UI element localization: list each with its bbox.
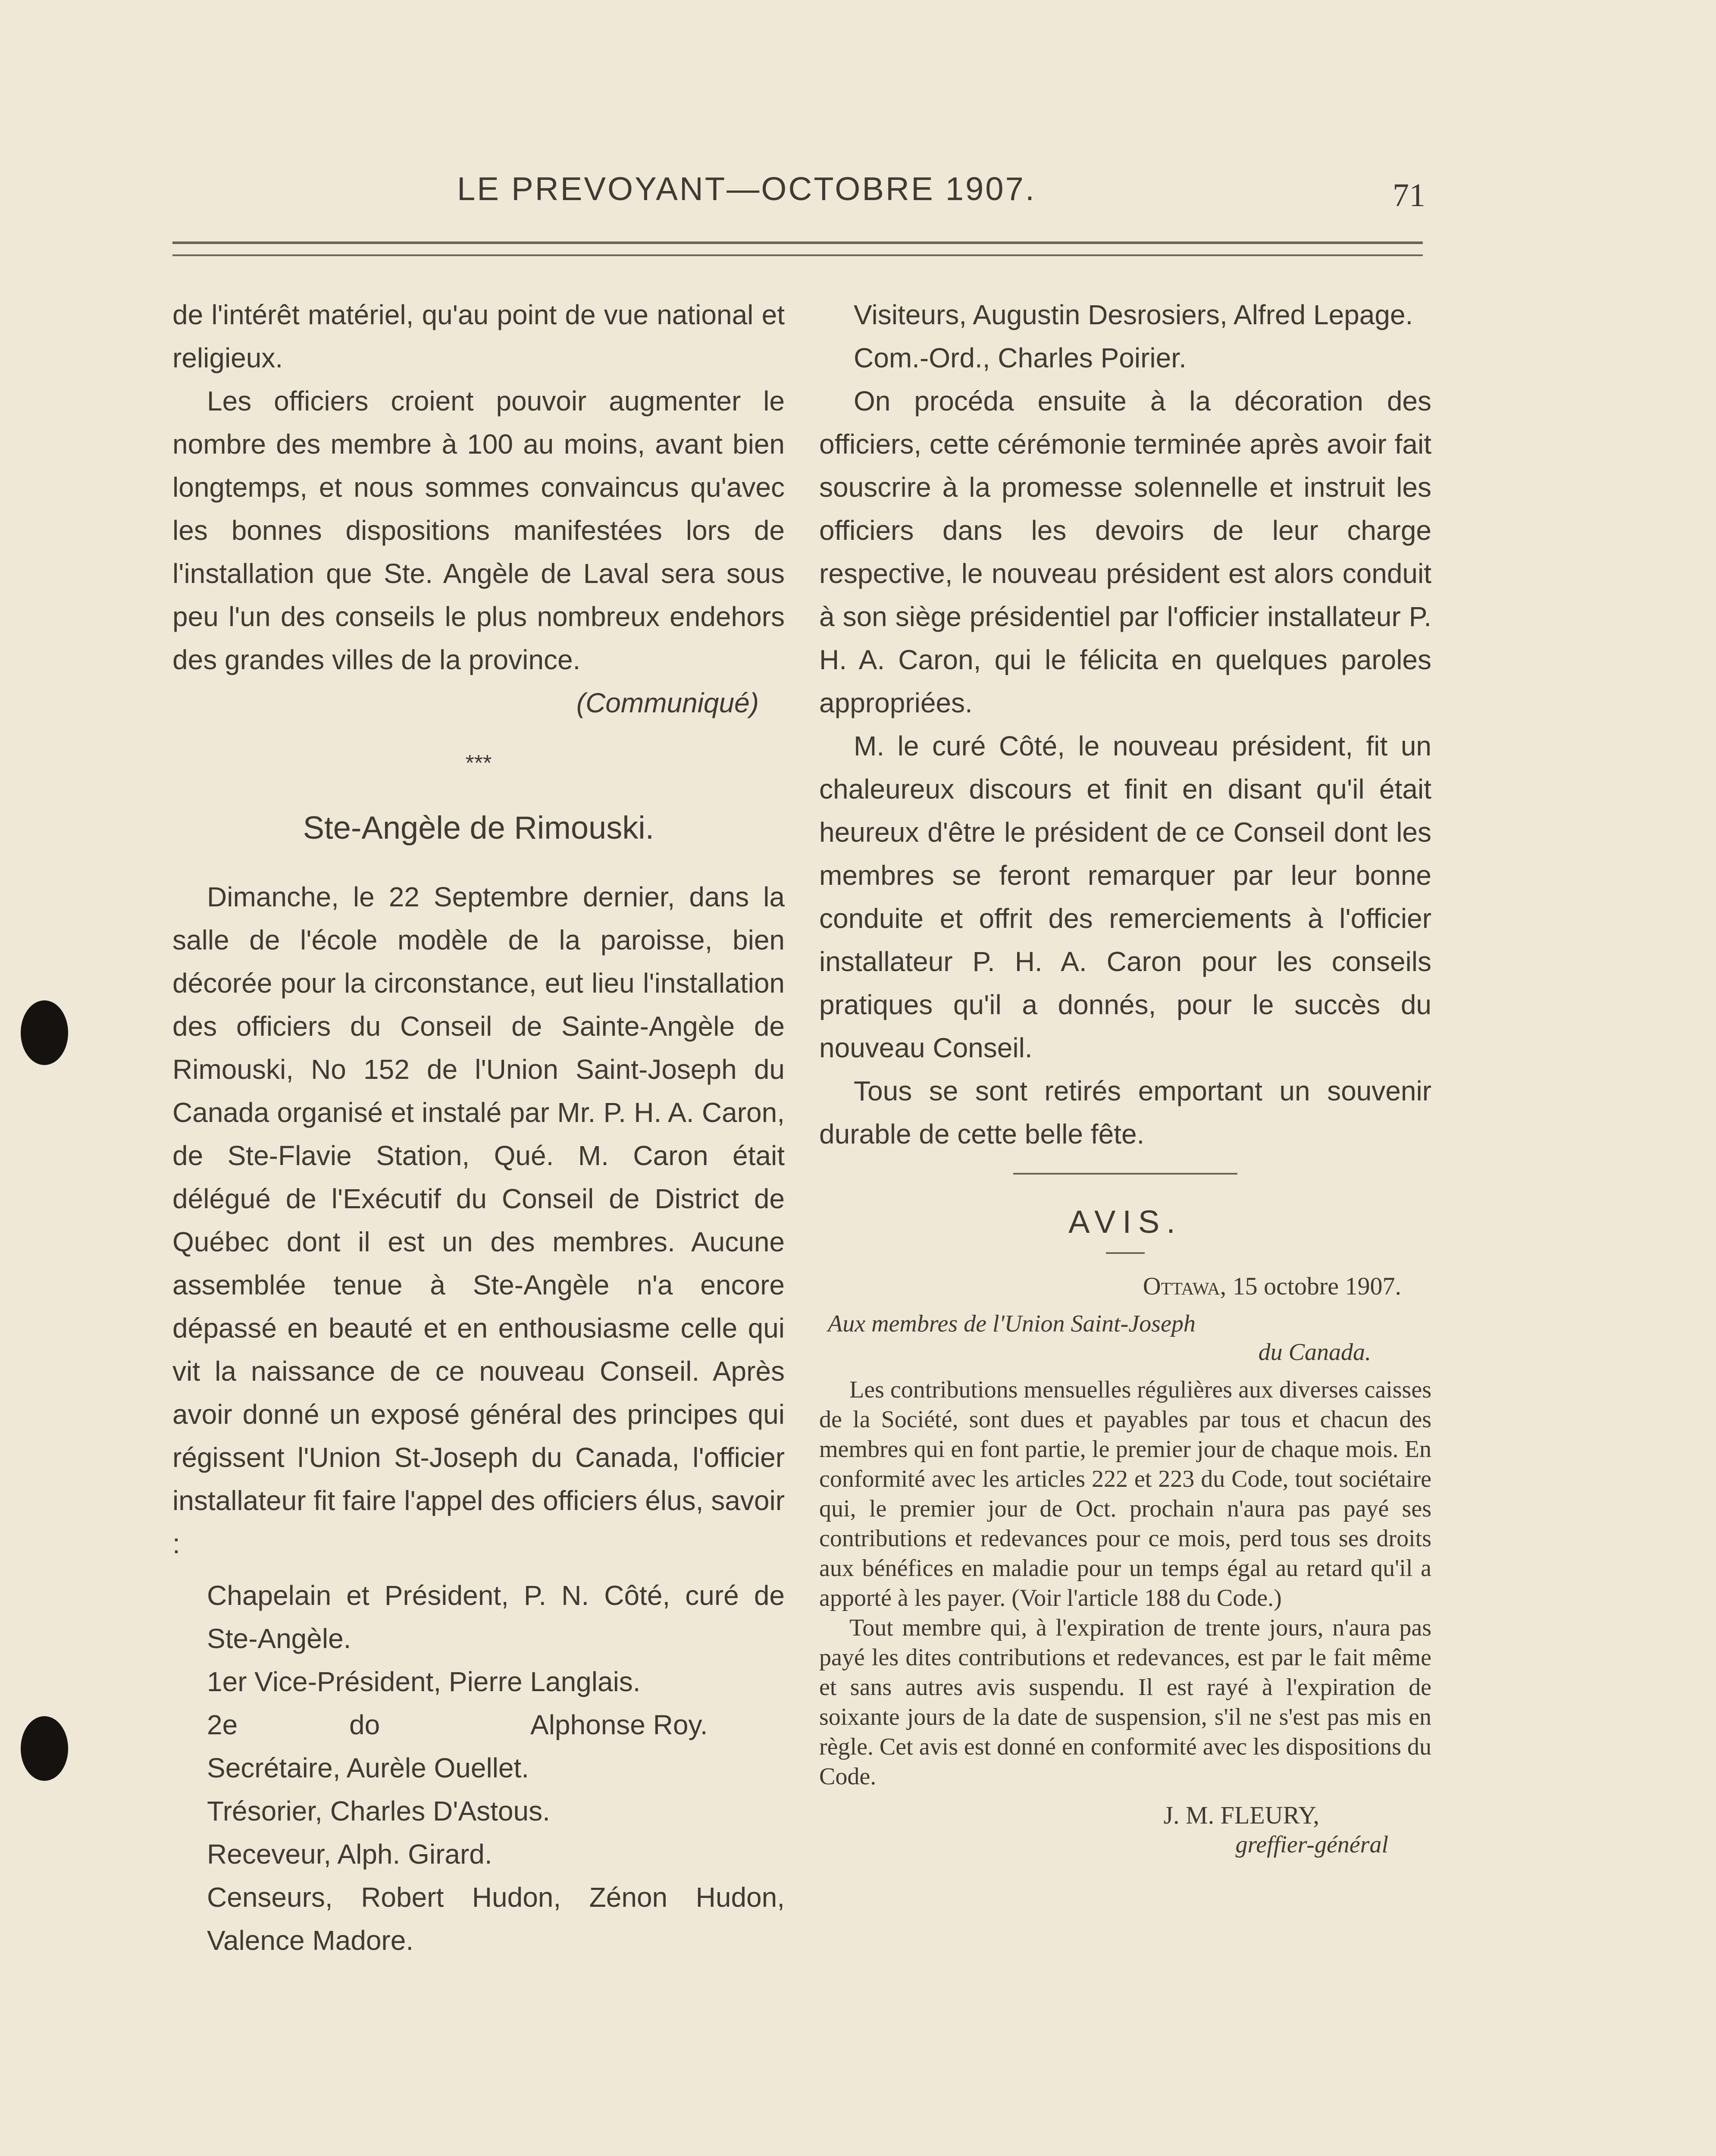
officer-name: Alphonse Roy.	[530, 1709, 708, 1740]
notice-dateline	[819, 1271, 1431, 1301]
notice-paragraph: Les contributions mensuelles régulières aux diverses caisses de la Société, sont dues et payables par tous et chacun des membres qui en font partie, le premier jour de chaque mois. En conformité avec les articles 222 et 223 du Code, tout sociétaire qui, le premier jour de Oct. prochain n'aura pas payé ses contributions et redevances pour ce mois, perd tous ses droits aux bénéfices en maladie pour un temps égal au retard qu'il a apporté à les payer. (Voir l'article 188 du Code.)	[819, 1376, 1431, 1611]
notice	[819, 1271, 1431, 1860]
running-title: LE PREVOYANT—OCTOBRE 1907.	[457, 171, 1036, 207]
notice-paragraph: Tout membre qui, à l'expiration de trente jours, n'aura pas payé les dites contributions et redevances, est par le fait même et sans autres avis suspendu. Il est rayé à l'expiration de soixante jours de la date de suspension, s'il ne s'est pas mis en règle. Cet avis est donné en conformité avec les dispositions du Code.	[819, 1614, 1431, 1790]
officer-line: Censeurs, Robert Hudon, Zénon Hudon, Valence Madore.	[207, 1882, 785, 1956]
paragraph: Dimanche, le 22 Septembre dernier, dans la salle de l'école modèle de la paroisse, bien décorée pour la circonstance, eut lieu l'installation des officiers du Conseil de Sainte-Angèle de Rimouski, No 152 de l'Union Saint-Joseph du Canada organisé et instalé par Mr. P. H. A. Caron, de Ste-Flavie Station, Qué. M. Caron était délégué de l'Exécutif du Conseil de District de Québec dont il est un des membres. Aucune assemblée tenue à Ste-Angèle n'a encore dépassé en beauté et en enthousiasme celle qui vit la naissance de ce nouveau Conseil. Après avoir donné un exposé général des principes qui régissent l'Union St-Joseph du Canada, l'officier installateur fit faire l'appel des officiers élus, savoir :	[172, 881, 785, 1559]
binding-hole	[21, 1716, 68, 1781]
officer-rank: 2e	[207, 1709, 238, 1740]
officer-line: Chapelain et Président, P. N. Côté, curé de Ste-Angèle.	[207, 1580, 785, 1654]
divider	[1013, 1173, 1237, 1175]
notice-signatory-role: greffier-général	[1235, 1831, 1388, 1858]
communique-signature: (Communiqué)	[576, 687, 759, 718]
notice-date: 15 octobre 1907.	[1226, 1272, 1401, 1300]
right-column	[819, 293, 1431, 1860]
officer-line: Com.-Ord., Charles Poirier.	[854, 342, 1187, 373]
paragraph: Tous se sont retirés emportant un souvenir durable de cette belle fête.	[819, 1075, 1431, 1150]
divider	[1106, 1252, 1145, 1254]
officer-line	[172, 1703, 785, 1746]
paragraph: On procéda ensuite à la décoration des officiers, cette cérémonie terminée après avoir fait souscrire à la promesse solennelle et instruit les officiers dans les devoirs de leur charge respective, le nouveau président est alors conduit à son siège présidentiel par l'officier installateur P. H. A. Caron, qui le félicita en quelques paroles appropriées.	[819, 385, 1431, 718]
notice-addressee: Aux membres de l'Union Saint-Joseph	[828, 1310, 1196, 1337]
notice-signature: J. M. FLEURY,	[1163, 1801, 1319, 1829]
paragraph: Les officiers croient pouvoir augmenter le nombre des membre à 100 au moins, avant bien longtemps, et nous sommes convaincus qu'avec les bonnes dispositions manifestées lors de l'installation que Ste. Angèle de Laval sera sous peu l'un des conseils le plus nombreux endehors des grandes villes de la province.	[172, 385, 785, 675]
officer-line: 1er Vice-Président, Pierre Langlais.	[207, 1666, 641, 1697]
page-header	[172, 170, 1423, 222]
officer-line: Visiteurs, Augustin Desrosiers, Alfred Lepage.	[854, 299, 1413, 330]
officer-line: Trésorier, Charles D'Astous.	[207, 1796, 550, 1827]
ditto-mark: do	[349, 1709, 380, 1740]
section-title: Ste-Angèle de Rimouski.	[303, 810, 654, 846]
paragraph: de l'intérêt matériel, qu'au point de vue national et religieux.	[172, 299, 785, 373]
officer-line: Receveur, Alph. Girard.	[207, 1839, 492, 1870]
header-rule-thick	[172, 241, 1423, 244]
header-rule-thin	[172, 254, 1423, 256]
notice-city: Ottawa,	[1143, 1272, 1227, 1300]
binding-hole	[21, 1000, 68, 1065]
section-separator: ***	[465, 751, 492, 776]
notice-title: AVIS.	[1068, 1204, 1182, 1240]
officer-line: Secrétaire, Aurèle Ouellet.	[207, 1752, 529, 1783]
left-column	[172, 293, 785, 1962]
notice-addressee-cont: du Canada.	[1258, 1339, 1371, 1366]
page-number: 71	[1393, 177, 1425, 213]
paragraph: M. le curé Côté, le nouveau président, fit un chaleureux discours et finit en disant qu'il était heureux d'être le président de ce Conseil dont les membres se feront remarquer par leur bonne conduite et offrit des remerciements à l'officier installateur P. H. A. Caron pour les conseils pratiques qu'il a donnés, pour le succès du nouveau Conseil.	[819, 730, 1431, 1063]
